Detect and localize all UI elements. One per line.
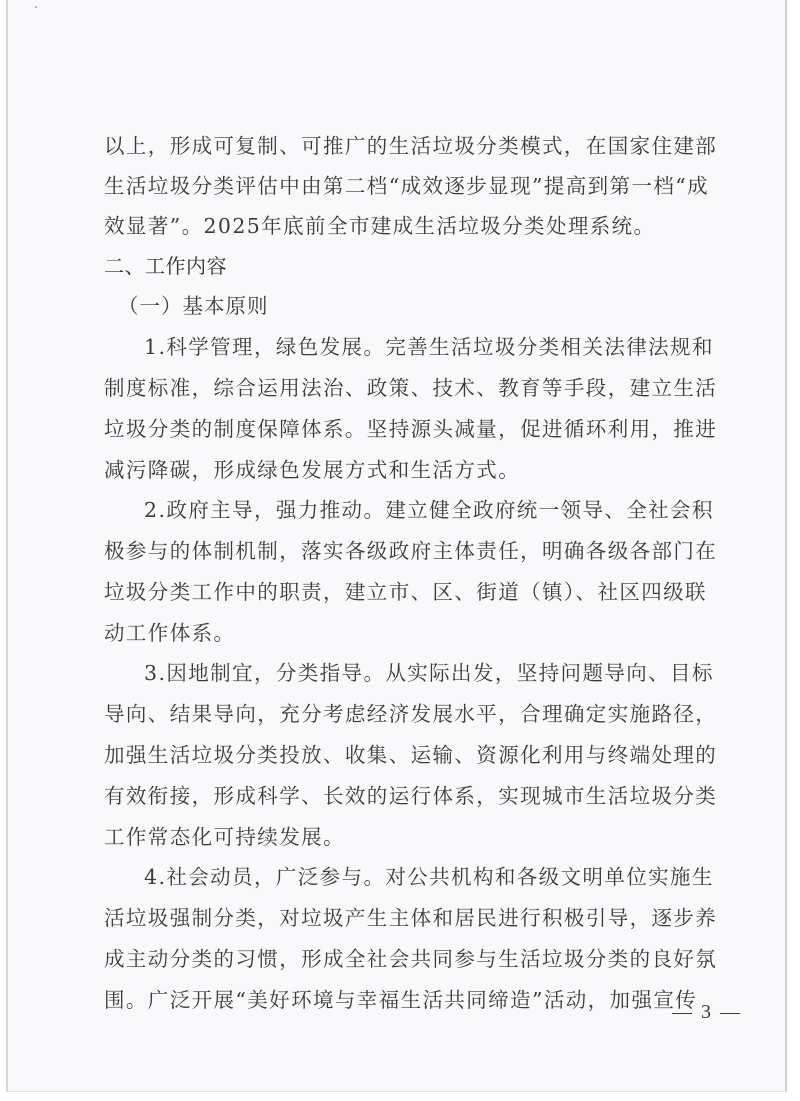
principle-2-line: 极参与的体制机制，落实各级政府主体责任，明确各级各部门在 (104, 539, 718, 563)
principle-1-line: 减污降碳，形成绿色发展方式和生活方式。 (104, 458, 521, 482)
paragraph-line: 生活垃圾分类评估中由第二档“成效逐步显现”提高到第一档“成 (104, 174, 710, 198)
principle-2-line: 动工作体系。 (104, 621, 236, 645)
principle-3-line: 导向、结果导向，充分考虑经济发展水平，合理确定实施路径， (104, 702, 718, 726)
principle-2-line: 垃圾分类工作中的职责，建立市、区、街道（镇）、社区四级联 (104, 580, 707, 604)
principle-2-line: 2.政府主导，强力推动。建立健全政府统一领导、全社会积 (144, 498, 714, 522)
principle-1-line: 1.科学管理，绿色发展。完善生活垃圾分类相关法律法规和 (144, 335, 714, 359)
principle-4-line: 围。广泛开展“美好环境与幸福生活共同缔造”活动，加强宣传 (104, 988, 698, 1012)
principle-4-line: 活垃圾强制分类，对垃圾产生主体和居民进行积极引导，逐步养 (104, 906, 718, 930)
principle-3-line: 加强生活垃圾分类投放、收集、运输、资源化利用与终端处理的 (104, 743, 718, 767)
principle-4-line: 成主动分类的习惯，形成全社会共同参与生活垃圾分类的良好氛 (104, 947, 718, 971)
section-heading: 二、工作内容 (104, 254, 227, 278)
principle-1-line: 制度标准，综合运用法治、政策、技术、教育等手段，建立生活 (104, 376, 718, 400)
scan-speck (35, 6, 37, 8)
paragraph-line: 以上，形成可复制、可推广的生活垃圾分类模式，在国家住建部 (104, 134, 718, 158)
page-number: — 3 — (672, 1001, 742, 1023)
principle-3-line: 工作常态化可持续发展。 (104, 825, 345, 849)
principle-3-line: 3.因地制宜，分类指导。从实际出发，坚持问题导向、目标 (144, 661, 714, 685)
principle-1-line: 垃圾分类的制度保障体系。坚持源头减量，促进循环利用，推进 (104, 417, 718, 441)
subsection-heading: （一）基本原则 (118, 294, 269, 318)
principle-4-line: 4.社会动员，广泛参与。对公共机构和各级文明单位实施生 (144, 865, 714, 889)
paragraph-line: 效显著”。2025年底前全市建成生活垃圾分类处理系统。 (104, 214, 656, 238)
principle-3-line: 有效衔接，形成科学、长效的运行体系，实现城市生活垃圾分类 (104, 784, 718, 808)
